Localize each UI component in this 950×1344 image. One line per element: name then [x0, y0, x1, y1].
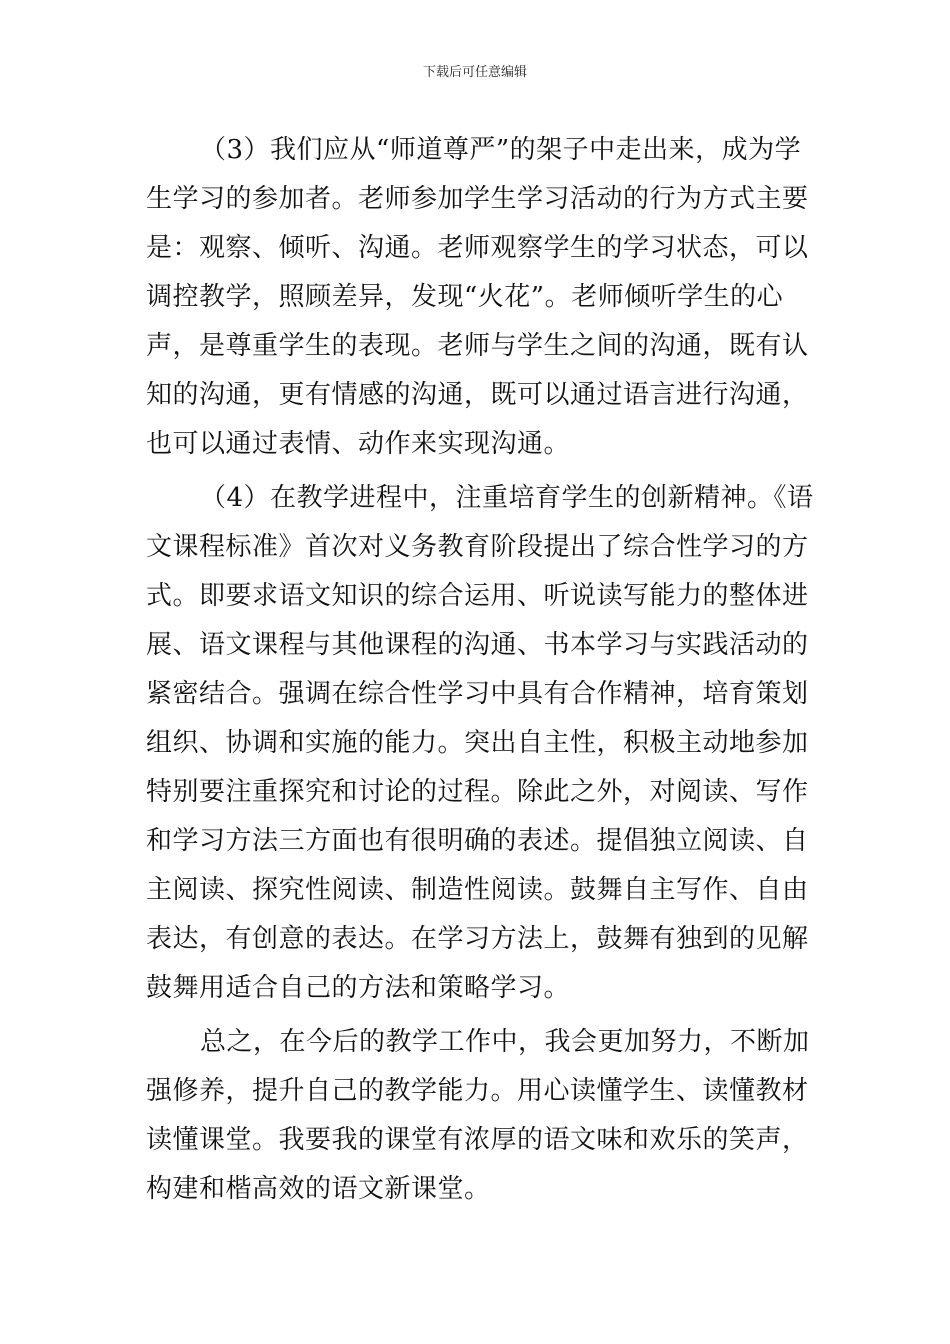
p1-line-4: 调控教学，照顾差异，发现“火花”。老师倾听学生的心: [146, 282, 784, 312]
p1-line-7: 也可以通过表情、动作来实现沟通。: [146, 429, 571, 459]
p3-line-4: 构建和楷高效的语文新课堂。: [146, 1174, 491, 1204]
p2-line-6: 组织、协调和实施的能力。突出自主性，积极主动地参加: [146, 728, 809, 758]
p2-line-11: 鼓舞用适合自己的方法和策略学习。: [146, 973, 571, 1003]
page-header: 下载后可任意编辑: [422, 65, 527, 80]
p2-line-10: 表达，有创意的表达。在学习方法上，鼓舞有独到的见解: [146, 924, 809, 954]
p2-line-4: 展、语文课程与其他课程的沟通、书本学习与实践活动的: [146, 630, 809, 660]
p2-line-9: 主阅读、探究性阅读、制造性阅读。鼓舞自主写作、自由: [146, 875, 809, 905]
p2-line-8: 和学习方法三方面也有很明确的表述。提倡独立阅读、自: [146, 826, 809, 856]
p2-line-7: 特别要注重探究和讨论的过程。除此之外，对阅读、写作: [146, 777, 809, 807]
p2-line-1: （4）在教学进程中，注重培育学生的创新精神。《语: [200, 483, 814, 513]
p3-line-1: 总之，在今后的教学工作中，我会更加努力，不断加: [200, 1027, 810, 1057]
p2-line-3: 式。即要求语文知识的综合运用、听说读写能力的整体进: [146, 581, 809, 611]
p1-line-1: （3）我们应从“师道尊严”的架子中走出来，成为学: [200, 135, 802, 165]
p1-line-5: 声，是尊重学生的表现。老师与学生之间的沟通，既有认: [146, 331, 809, 361]
p1-line-6: 知的沟通，更有情感的沟通，既可以通过语言进行沟通，: [146, 380, 809, 410]
p3-line-2: 强修养，提升自己的教学能力。用心读懂学生、读懂教材: [146, 1076, 809, 1106]
p2-line-2: 文课程标准》首次对义务教育阶段提出了综合性学习的方: [146, 532, 809, 562]
p1-line-2: 生学习的参加者。老师参加学生学习活动的行为方式主要: [146, 184, 809, 214]
p1-line-3: 是：观察、倾听、沟通。老师观察学生的学习状态，可以: [146, 233, 809, 263]
p3-line-3: 读懂课堂。我要我的课堂有浓厚的语文味和欢乐的笑声，: [146, 1125, 809, 1155]
p2-line-5: 紧密结合。强调在综合性学习中具有合作精神，培育策划: [146, 679, 809, 709]
